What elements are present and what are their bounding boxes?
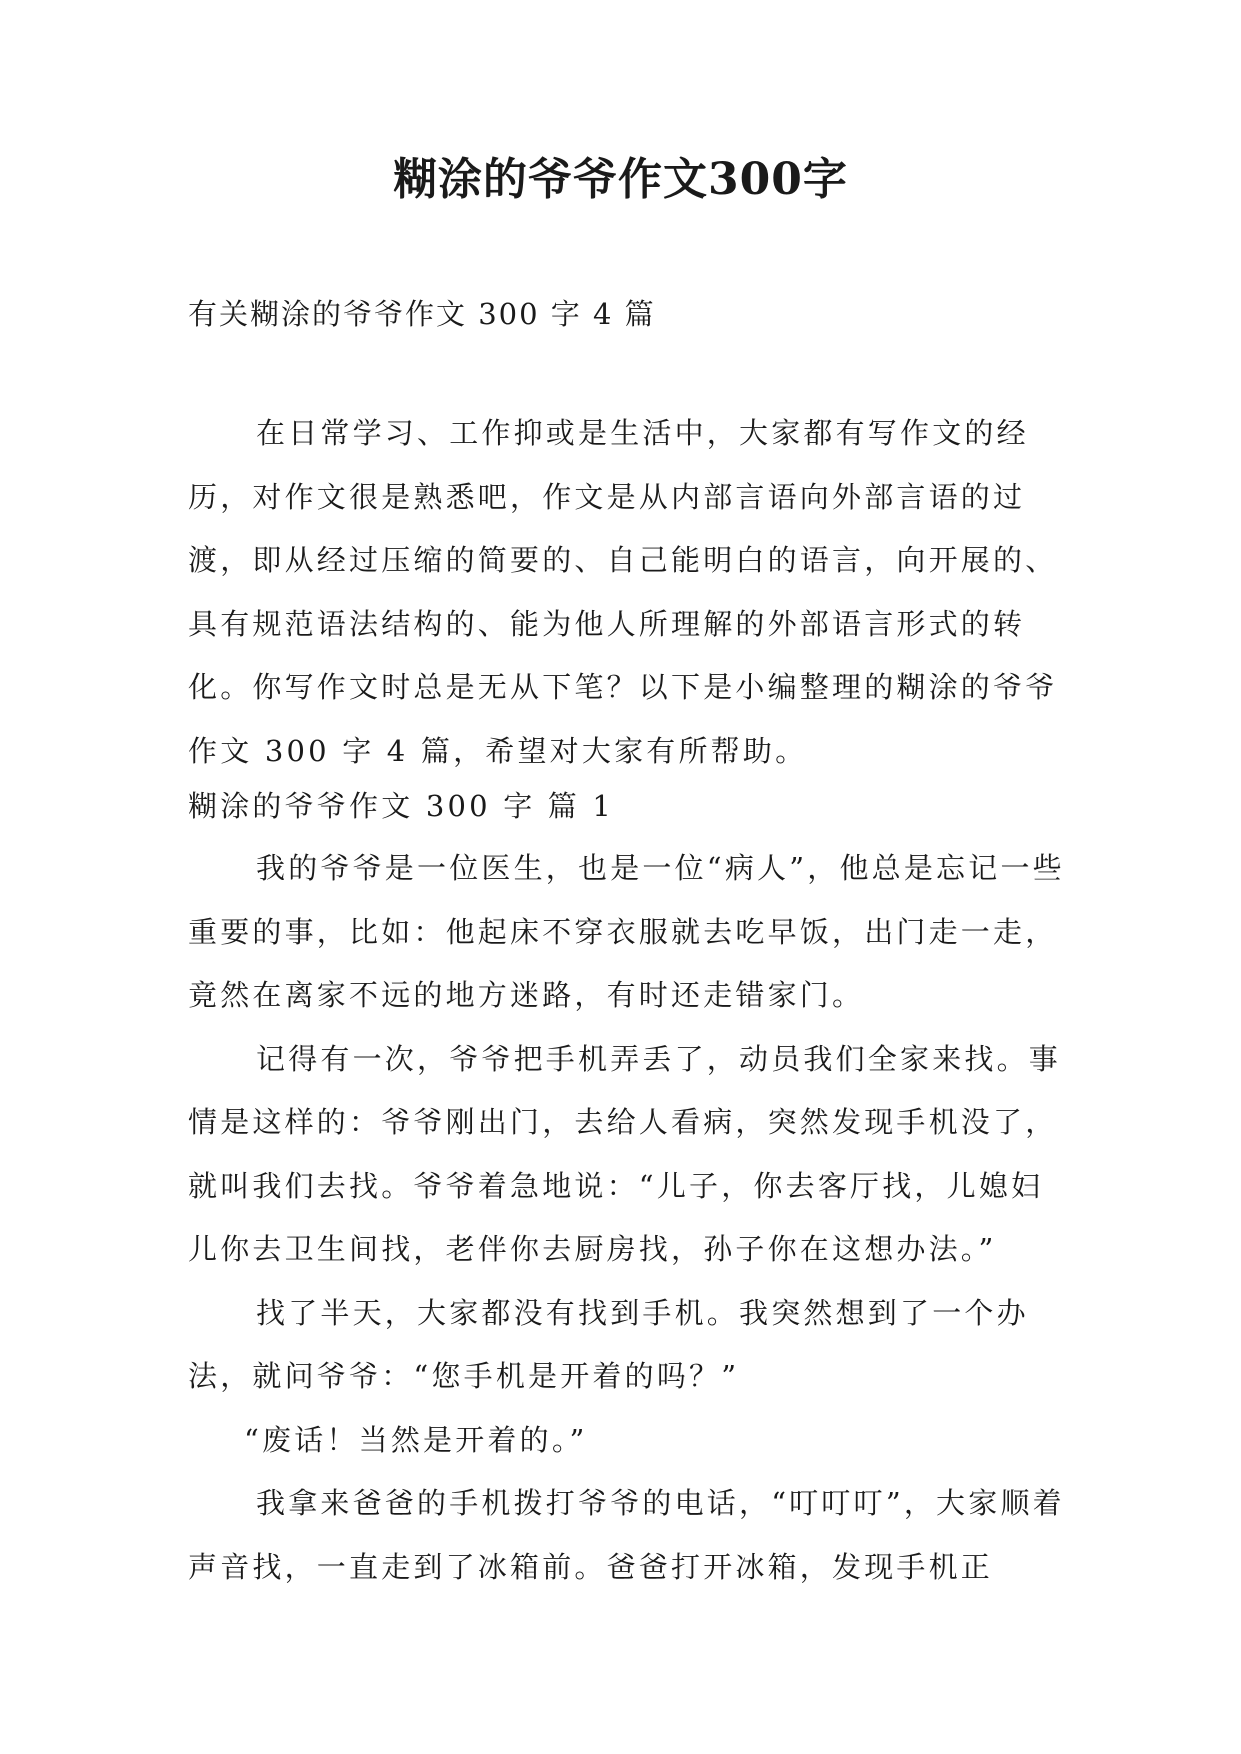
section-heading: 糊涂的爷爷作文 300 字 篇 1 [188, 789, 615, 823]
quote-paragraph: “废话！当然是开着的。” [244, 1422, 588, 1457]
body-paragraph: 我拿来爸爸的手机拨打爷爷的电话，“叮叮叮”，大家顺着声音找，一直走到了冰箱前。爸爸打开冰箱，发现手机正 [188, 1486, 1065, 1584]
document-body [188, 402, 1068, 1599]
document-title: 糊涂的爷爷作文300字 [393, 154, 848, 205]
intro-paragraph: 在日常学习、工作抑或是生活中，大家都有写作文的经历，对作文很是熟悉吧，作文是从内部言语向外部言语的过渡，即从经过压缩的简要的、自己能明白的语言，向开展的、具有规范语法结构的、能为他人所理解的外部语言形式的转化。你写作文时总是无从下笔？以下是小编整理的糊涂的爷爷作文 300 字 4 篇，希望对大家有所帮助。 [188, 416, 1058, 768]
document-subtitle: 有关糊涂的爷爷作文 300 字 4 篇 [188, 297, 656, 331]
body-paragraph: 记得有一次，爷爷把手机弄丢了，动员我们全家来找。事情是这样的：爷爷刚出门，去给人看病，突然发现手机没了，就叫我们去找。爷爷着急地说：“儿子，你去客厅找，儿媳妇儿你去卫生间找，老伴你去厨房找，孙子你在这想办法。” [188, 1041, 1062, 1266]
body-paragraph: 找了半天，大家都没有找到手机。我突然想到了一个办法，就问爷爷：“您手机是开着的吗？” [188, 1295, 1029, 1393]
body-paragraph: 我的爷爷是一位医生，也是一位“病人”，他总是忘记一些重要的事，比如：他起床不穿衣服就去吃早饭，出门走一走，竟然在离家不远的地方迷路，有时还走错家门。 [188, 851, 1065, 1012]
